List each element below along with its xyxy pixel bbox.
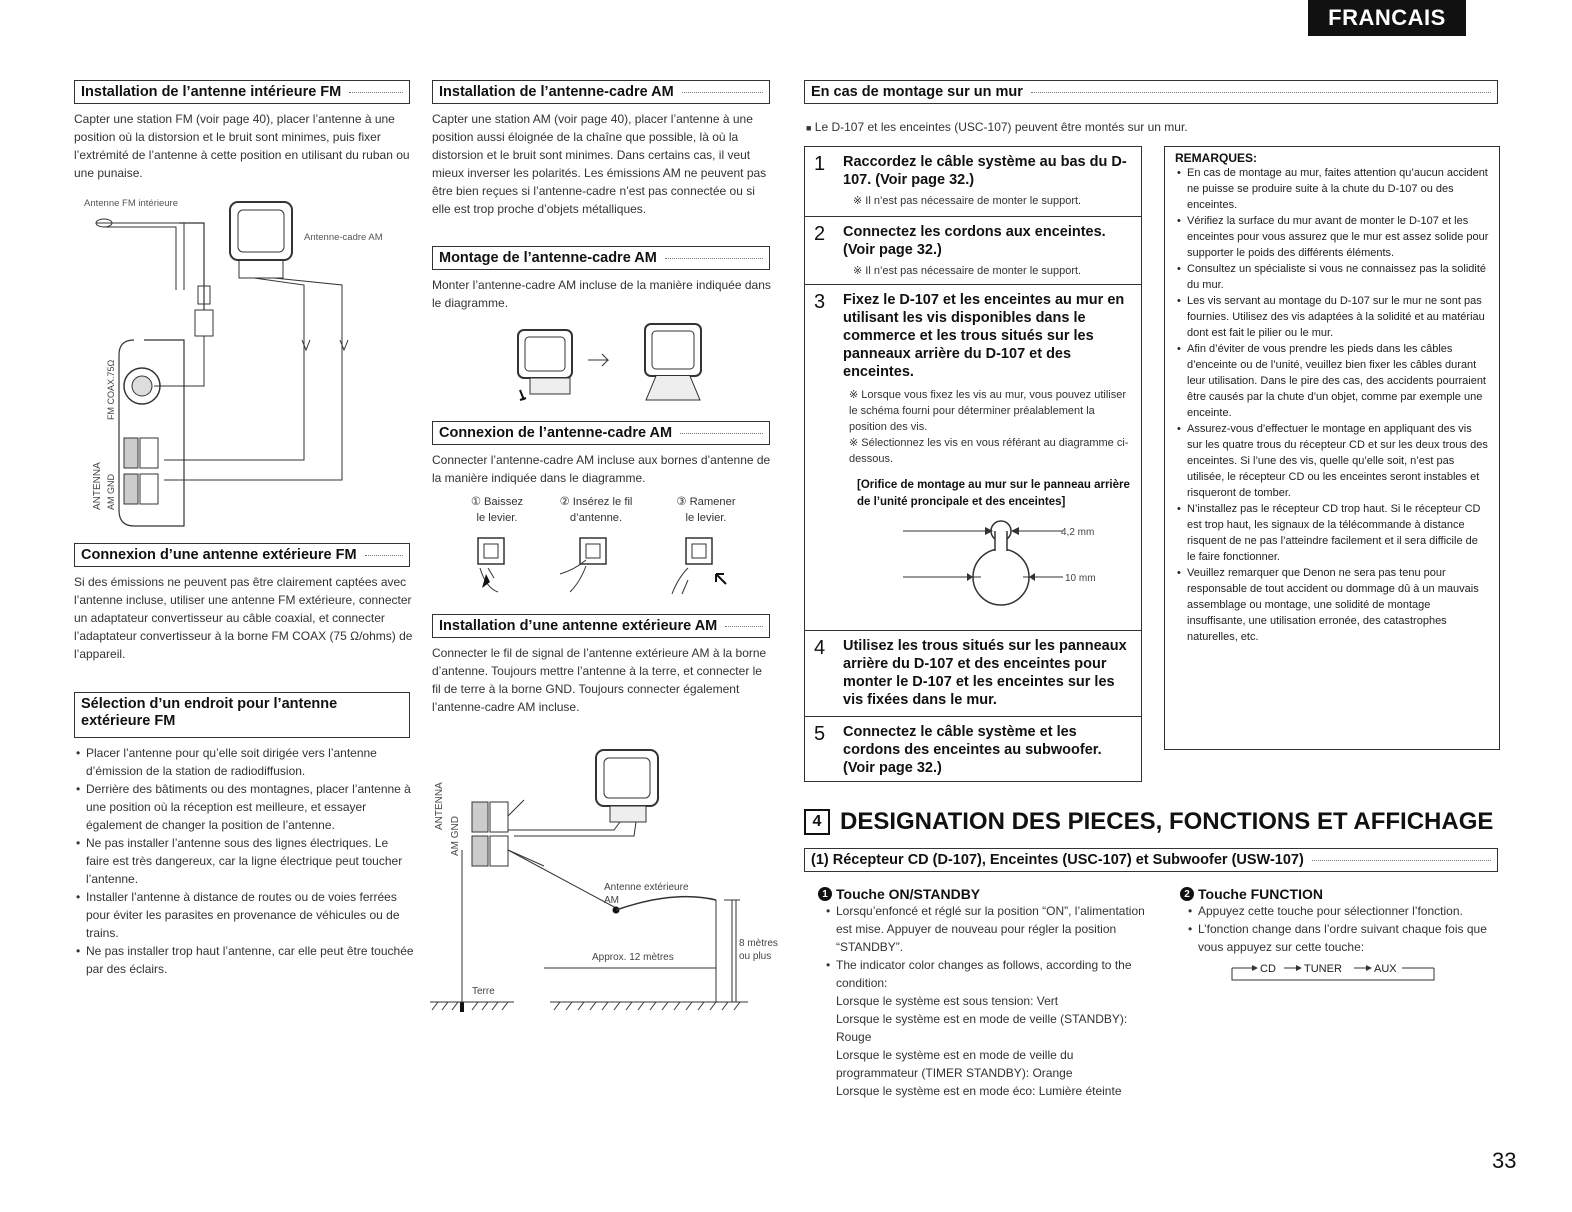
cycle-tuner: TUNER [1304, 963, 1342, 975]
label-8m-l2: ou plus [739, 951, 772, 962]
label-fm-indoor: Antenne FM intérieure [84, 198, 178, 209]
item-function [1180, 886, 1500, 991]
step-note: ※ Lorsque vous fixez les vis au mur, vous pouvez utiliser le schéma fourni pour déterminer préalablement la position des vis. [849, 389, 1127, 433]
list-item: • Lorsqu’enfoncé et réglé sur la position “ON”, l’alimentation est mise. Appuyer de nouveau pour régler la position “STANDBY”. [824, 902, 1148, 956]
fm-indoor-text: Capter une station FM (voir page 40), placer l’antenne à une position où la distorsion et le bruit sont minimes, puis fixer l’extrémité de l’antenne à cette position en utilisant du ruban ou une punaise. [74, 112, 410, 180]
list-item: • N’installez pas le récepteur CD trop haut. Si le récepteur CD est trop haut, les signaux de la télécommande à distance risquent de ne pas l’atteindre facilement et il sera difficile de le faire fonctionner. [1175, 501, 1489, 565]
list-item: • En cas de montage au mur, faites attention qu’aucun accident ne puisse se produire suite à la chute du D-107 ou des enceintes. [1175, 165, 1489, 213]
list-item: • Derrière des bâtiments ou des montagnes, placer l’antenne à une position où la réception est meilleure, et essayer également de changer la position de l’antenne. [74, 780, 414, 834]
step-note: ※ Il n’est pas nécessaire de monter le support. [853, 195, 1082, 207]
step-3-label [656, 494, 756, 526]
orifice-title: [Orifice de montage au mur sur le panneau arrière de l’unité proncipale et des enceintes] [857, 479, 1130, 508]
remarks-box [1164, 146, 1500, 750]
wall-mount-steps [804, 146, 1142, 782]
fm-antenna-diagram [74, 190, 414, 530]
list-item: • L’fonction change dans l’ordre suivant chaque fois que vous appuyez sur cette touche: [1186, 920, 1500, 956]
step-title: Connectez le câble système et les cordons des enceintes au subwoofer. (Voir page 32.) [843, 724, 1102, 776]
label-ext-antenna-l1: Antenne extérieure [604, 882, 689, 893]
section-title-text: Connexion de l’antenne-cadre AM [439, 424, 673, 441]
step-line2: d’antenne. [569, 512, 623, 525]
label-ext-antenna-l2: AM [604, 895, 619, 906]
step-title: Fixez le D-107 et les enceintes au mur en utilisant les vis disponibles dans le commerce et les trous situés sur les panneaux arrière du D-107 et des enceintes. [843, 292, 1125, 380]
step-number: 5 [814, 723, 826, 745]
list-item: • Les vis servant au montage du D-107 sur le mur ne sont pas fournies. Utilisez des vis adaptées à la solidité et au matériau dont est fait le pilier ou le mur. [1175, 293, 1489, 341]
am-mount-text: Monter l’antenne-cadre AM incluse de la manière indiquée dans le diagramme. [432, 278, 771, 310]
step-line1: Insérez le fil [572, 496, 633, 508]
step-note: ※ Sélectionnez les vis en vous référant au diagramme ci-dessous. [849, 437, 1129, 465]
step-number: 1 [814, 153, 826, 175]
section-title-text: (1) Récepteur CD (D-107), Enceintes (USC-107) et Subwoofer (USW-107) [811, 851, 1304, 868]
chapter-title-text: DESIGNATION DES PIECES, FONCTIONS ET AFFICHAGE [840, 808, 1494, 835]
section-title-parts [804, 848, 1498, 872]
step-2-label [546, 494, 646, 526]
step-5 [805, 717, 1141, 781]
function-cycle-diagram [1230, 958, 1450, 986]
remarks-list [1175, 165, 1489, 645]
cycle-cd: CD [1260, 963, 1276, 975]
section-title-am-connect [432, 421, 770, 445]
text-line: Lorsque le système est en mode éco: Lumière éteinte [836, 1084, 1122, 1098]
label-8m-l1: 8 mètres [739, 938, 778, 949]
list-item: • Assurez-vous d’effectuer le montage en appliquant des vis sur les quatre trous du récepteur CD et sur les deux trous des enceintes. Si l’une des vis, quelle qu’elle soit, n’est pas utilisée, le récepteur CD ou les enceintes seront instables et risqueront de tomber. [1175, 421, 1489, 501]
list-item: • Installer l’antenne à distance de routes ou de voies ferrées pour éviter les parasites en provenance de véhicules ou de trains. [74, 888, 414, 942]
text-line: Lorsque le système est en mode de veille (STANDBY): Rouge [836, 1012, 1128, 1044]
chapter-title [804, 808, 1504, 836]
section-title-fm-indoor [74, 80, 410, 104]
list-item [824, 956, 1148, 1100]
step-number: 3 [814, 291, 826, 313]
step-note: ※ Il n’est pas nécessaire de monter le support. [853, 265, 1082, 277]
step-4 [805, 631, 1141, 717]
step-line1: Baissez [483, 496, 524, 508]
am-outdoor-text: Connecter le fil de signal de l’antenne extérieure AM à la borne d’antenne. Toujours mettre l’antenne à la terre, et connecter le fil de terre à la borne GND. Toujours connecter également l’antenne-cadre AM incluse. [432, 646, 767, 714]
label-antenna: ANTENNA [434, 782, 445, 830]
item-title-text: Touche ON/STANDBY [836, 886, 981, 902]
list-item: • Afin d’éviter de vous prendre les pieds dans les câbles d’enceinte ou de l’unité, veuillez bien fixer les câbles durant leur utilisation. Dans le pire des cas, des accidents pourraient être causés par la chute d’un objet, comme par exemple une enceinte. [1175, 341, 1489, 421]
label-terre: Terre [472, 986, 495, 997]
label-am-gnd: AM GND [450, 816, 461, 856]
item-on-standby [818, 886, 1148, 1100]
label-approx: Approx. 12 mètres [592, 952, 674, 963]
step-1-label [452, 494, 542, 526]
step-3 [805, 285, 1141, 631]
step-2 [805, 217, 1141, 285]
section-title-am-loop [432, 80, 770, 104]
step-title: Raccordez le câble système au bas du D-107. (Voir page 32.) [843, 154, 1127, 188]
item-title-text: Touche FUNCTION [1198, 886, 1323, 902]
list-item: • Consultez un spécialiste si vous ne connaissez pas la solidité du mur. [1175, 261, 1489, 293]
item-title [818, 886, 1148, 902]
step-line1: Ramener [689, 496, 736, 508]
cycle-aux: AUX [1374, 963, 1397, 975]
keyhole-diagram [903, 513, 1103, 603]
step-title: Utilisez les trous situés sur les panneaux arrière du D-107 et des enceintes pour monter le D-107 et les enceintes sur les vis fixées dans le mur. [843, 638, 1127, 708]
step-number: ② [559, 496, 570, 508]
step-number: 4 [814, 637, 826, 659]
section-title-text: Montage de l’antenne-cadre AM [439, 249, 657, 266]
section-title-am-mount [432, 246, 770, 270]
section-title-fm-outdoor [74, 543, 410, 567]
step-number: ③ [676, 496, 687, 508]
dim-42mm: 4,2 mm [1061, 527, 1095, 538]
text-line: Lorsque le système est en mode de veille du programmateur (TIMER STANDBY): Orange [836, 1048, 1074, 1080]
list-item: • Veuillez remarquer que Denon ne sera pas tenu pour responsable de tout accident ou dommage dû à un mauvais assemblage ou montage, une solidité de montage insuffisante, une utilisation erronée, des catastrophes naturelles, etc. [1175, 565, 1489, 645]
section-title-text: Installation de l’antenne intérieure FM [81, 83, 342, 100]
section-title-line2: extérieure FM [81, 713, 176, 729]
fm-outdoor-text: Si des émissions ne peuvent pas être clairement captées avec l’antenne incluse, utiliser une antenne FM extérieure, connecter un adaptateur convertisseur au câble coaxial, et connecter l’adaptateur convertisseur à la borne FM COAX (75 Ω/ohms) de l’appareil. [74, 575, 413, 661]
label-antenna: ANTENNA [92, 462, 103, 510]
text-line: • The indicator color changes as follows, according to the condition: [836, 958, 1132, 990]
step-number: ① [470, 496, 481, 508]
list-item: • Ne pas installer trop haut l’antenne, car elle peut être touchée par des éclairs. [74, 942, 414, 978]
page-number: 33 [1492, 1148, 1517, 1173]
label-fm-coax: FM COAX.75Ω [106, 359, 116, 420]
section-title-text: En cas de montage sur un mur [811, 83, 1023, 100]
item-title [1180, 886, 1500, 902]
language-tab: FRANCAIS [1308, 0, 1466, 36]
wall-intro [806, 118, 1406, 137]
chapter-number: 4 [804, 809, 830, 835]
am-mount-diagram [500, 320, 720, 410]
wall-intro-text: Le D-107 et les enceintes (USC-107) peuvent être montés sur un mur. [814, 120, 1188, 134]
list-item: • Vérifiez la surface du mur avant de monter le D-107 et les enceintes pour vous assurez que le mur est assez solide pour supporter le poids des différents éléments. [1175, 213, 1489, 261]
item-list [1180, 902, 1500, 956]
item-number: 1 [818, 887, 832, 901]
label-am-loop: Antenne-cadre AM [304, 232, 383, 243]
section-title-text: Installation d’une antenne extérieure AM [439, 617, 718, 634]
am-loop-text: Capter une station AM (voir page 40), placer l’antenne à une position aussi éloignée de la chaîne que possible, là où la distorsion et le bruit sont minimes. Dans certains cas, il veut mieux inverser les polarités. Les émissions AM ne peuvent pas être bien reçues si l’antenne-cadre n’est pas connectée ou si elle est trop proche d’objets métalliques. [432, 112, 767, 216]
step-line2: le levier. [476, 512, 518, 525]
step-title: Connectez les cordons aux enceintes. (Voir page 32.) [843, 224, 1106, 258]
list-item: • Ne pas installer l’antenne sous des lignes électriques. Le faire est très dangereux, car la ligne électrique peut toucher l’antenne. [74, 834, 414, 888]
section-title-wall-mount [804, 80, 1498, 104]
list-item: • Appuyez cette touche pour sélectionner l’fonction. [1186, 902, 1500, 920]
step-number: 2 [814, 223, 826, 245]
section-title-text: Installation de l’antenne-cadre AM [439, 83, 674, 100]
item-list [818, 902, 1148, 1100]
section-title-am-outdoor [432, 614, 770, 638]
step-line2: le levier. [685, 512, 727, 525]
section-title-text: Connexion d’une antenne extérieure FM [81, 546, 357, 563]
item-number: 2 [1180, 887, 1194, 901]
am-outdoor-diagram [424, 740, 778, 1030]
step-1 [805, 147, 1141, 217]
fm-location-list [74, 744, 414, 978]
text-line: Lorsque le système est sous tension: Vert [836, 994, 1059, 1008]
square-bullet-icon: ■ [806, 123, 812, 133]
list-item: • Placer l’antenne pour qu’elle soit dirigée vers l’antenne d’émission de la station de radiodiffusion. [74, 744, 414, 780]
remarks-title: REMARQUES: [1175, 151, 1258, 165]
section-title-line1: Sélection d’un endroit pour l’antenne [81, 696, 338, 712]
am-connect-steps-diagram [460, 534, 760, 598]
dim-10mm: 10 mm [1065, 573, 1096, 584]
section-title-fm-location [74, 692, 410, 738]
am-connect-text: Connecter l’antenne-cadre AM incluse aux bornes d’antenne de la manière indiquée dans le diagramme. [432, 453, 771, 485]
label-am-gnd: AM GND [106, 474, 116, 510]
